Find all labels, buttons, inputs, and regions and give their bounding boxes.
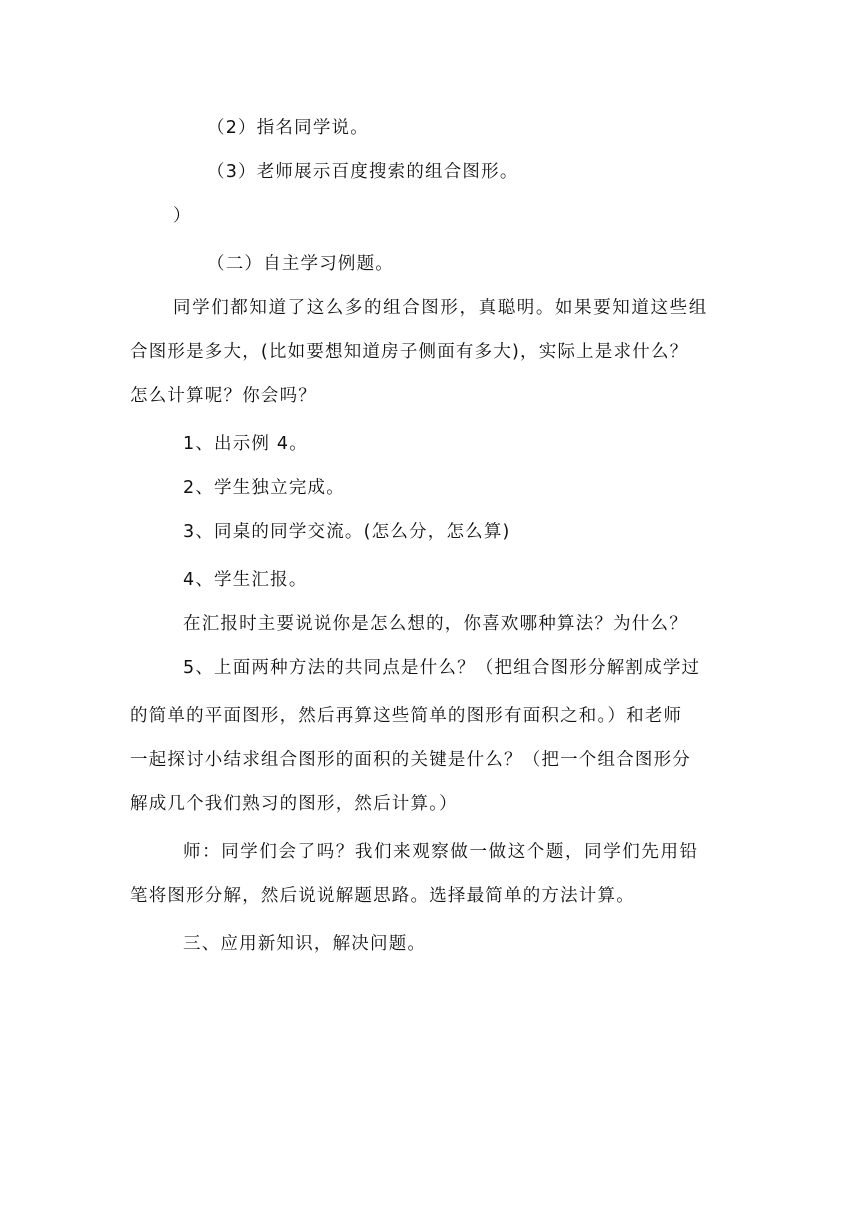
text-line-2: （3）老师展示百度搜索的组合图形。 [207,162,519,182]
text-line-15: 一起探讨小结求组合图形的面积的关键是什么？（把一个组合图形分 [130,750,691,770]
text-line-6: 合图形是多大，(比如要想知道房子侧面有多大)，实际上是求什么？ [130,342,689,362]
text-line-16: 解成几个我们熟习的图形，然后计算。） [130,794,458,814]
text-line-19: 三、应用新知识，解决问题。 [183,934,427,954]
text-line-14: 的简单的平面图形，然后再算这些简单的图形有面积之和。）和老师 [130,706,683,726]
text-line-10: 3、同桌的同学交流。(怎么分，怎么算) [183,522,511,542]
text-line-7: 怎么计算呢？你会吗？ [130,386,317,406]
text-line-18: 笔将图形分解，然后说说解题思路。选择最简单的方法计算。 [130,886,635,906]
text-line-17: 师：同学们会了吗？我们来观察做一做这个题，同学们先用铅 [183,842,699,862]
text-line-3: ） [173,206,192,226]
text-line-5: 同学们都知道了这么多的组合图形，真聪明。如果要知道这些组 [173,298,708,318]
text-line-11: 4、学生汇报。 [183,570,308,590]
text-line-9: 2、学生独立完成。 [183,478,345,498]
text-line-8: 1、出示例 4。 [183,434,308,454]
text-line-1: （2）指名同学说。 [207,118,369,138]
text-line-13: 5、上面两种方法的共同点是什么？（把组合图形分解割成学过 [183,658,701,678]
text-line-4: （二）自主学习例题。 [207,254,394,274]
text-line-12: 在汇报时主要说说你是怎么想的，你喜欢哪种算法？为什么？ [183,614,688,634]
